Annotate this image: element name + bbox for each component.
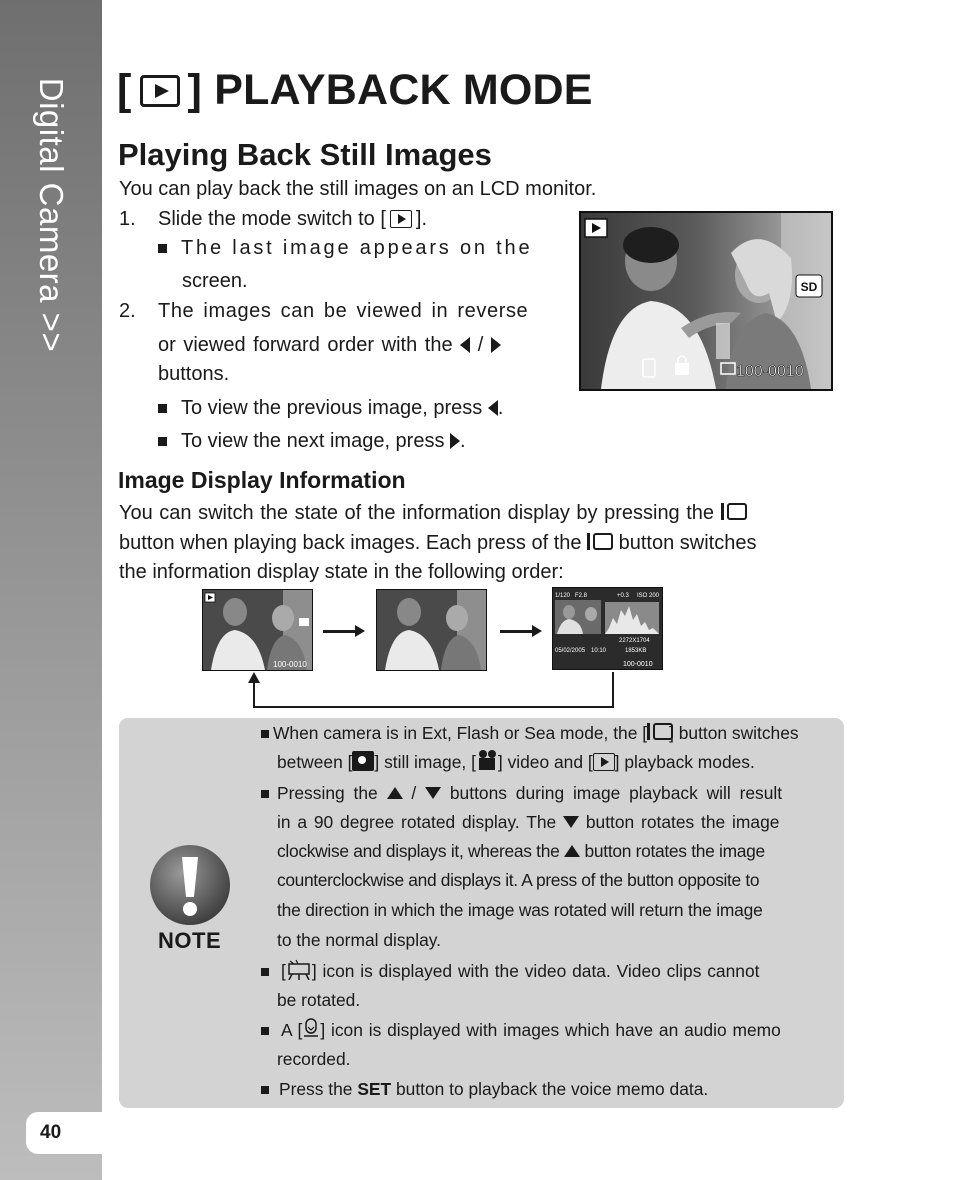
display-button-icon bbox=[647, 723, 669, 740]
note-item-2-d: button rotates the image bbox=[585, 812, 780, 832]
voice-memo-icon bbox=[302, 1017, 320, 1039]
section-title: Playing Back Still Images bbox=[118, 137, 492, 172]
image-display-line2-a: button when playing back images. Each press of the bbox=[119, 532, 582, 554]
video-camera-icon bbox=[476, 749, 498, 771]
arrow-right-2-head bbox=[532, 625, 542, 637]
image-display-line2 bbox=[119, 529, 756, 557]
playback-icon bbox=[140, 75, 180, 107]
note-item-3-line2: be rotated. bbox=[277, 990, 361, 1010]
note-item-1-cont bbox=[261, 748, 755, 778]
note-item-4-line2: recorded. bbox=[277, 1049, 351, 1069]
right-arrow-icon bbox=[450, 433, 460, 449]
bullet-square-icon bbox=[158, 404, 167, 413]
step-1-text bbox=[158, 205, 427, 233]
step-1-bullet bbox=[158, 234, 532, 262]
image-display-line1-text: You can switch the state of the information display by pressing the bbox=[119, 502, 715, 524]
bullet-next-text: To view the next image, press bbox=[181, 430, 445, 452]
sd-card-label: SD bbox=[800, 280, 818, 294]
loop-line-right bbox=[612, 672, 614, 708]
display-button-icon bbox=[587, 533, 613, 550]
step-2-line2-a: or viewed forward order with the bbox=[158, 334, 453, 356]
note-item-5 bbox=[261, 1075, 708, 1105]
note-item-1-f: ] playback modes. bbox=[614, 752, 755, 772]
playback-photo bbox=[581, 213, 831, 389]
step-1-text-b: ]. bbox=[415, 208, 428, 230]
note-item-2-a: Pressing the bbox=[277, 783, 378, 803]
arrow-right-1-head bbox=[355, 625, 365, 637]
thumb-display-none bbox=[376, 589, 487, 671]
page-title bbox=[117, 66, 593, 115]
note-item-2-line5: the direction in which the image was rotated will return the image bbox=[277, 900, 763, 920]
thumb3-image-size: 2272X1704 bbox=[619, 638, 650, 644]
bullet-square-icon bbox=[261, 730, 269, 738]
note-label: NOTE bbox=[158, 928, 222, 953]
title-bracket-open: [ bbox=[117, 66, 132, 114]
thumb3-iso: ISO 200 bbox=[637, 593, 660, 599]
thumb-display-standard bbox=[202, 589, 313, 671]
left-arrow-icon bbox=[460, 337, 470, 353]
page-number: 40 bbox=[26, 1112, 102, 1154]
note-item-3 bbox=[261, 957, 759, 987]
note-item-2-sep: / bbox=[411, 783, 417, 803]
note-item-1-c: between [ bbox=[277, 752, 353, 772]
thumb3-file-size: 1853KB bbox=[625, 648, 647, 654]
playback-icon bbox=[390, 210, 412, 228]
step-2-line1: The images can be viewed in reverse bbox=[158, 300, 529, 322]
note-item-1-b: ] button switches bbox=[669, 723, 799, 743]
thumb1-file-number: 100-0010 bbox=[273, 660, 307, 669]
bullet-previous-text: To view the previous image, press bbox=[181, 397, 483, 419]
step-2-number: 2. bbox=[119, 300, 136, 322]
step-1-bullet-line2: screen. bbox=[182, 270, 248, 292]
note-item-3-a: [ bbox=[281, 961, 286, 981]
display-button-icon bbox=[721, 503, 747, 520]
bullet-previous bbox=[158, 394, 503, 422]
image-display-line2-b: button switches bbox=[618, 532, 757, 554]
note-item-4 bbox=[261, 1016, 781, 1046]
bullet-square-icon bbox=[158, 244, 167, 253]
file-number: 100-0010 bbox=[736, 363, 804, 380]
step-2-slash: / bbox=[477, 334, 484, 356]
thumb3-time: 10:10 bbox=[591, 648, 607, 654]
thumb3-aperture: F2.8 bbox=[575, 593, 588, 599]
sidebar-title: Digital Camera >> bbox=[33, 77, 70, 353]
bullet-square-icon bbox=[261, 790, 269, 798]
thumb3-shutter: 1/120 bbox=[555, 593, 571, 599]
note-item-1-d: ] still image, [ bbox=[374, 752, 476, 772]
set-button-label: SET bbox=[357, 1079, 392, 1099]
note-item-3-b: ] icon is displayed with the video data. Video clips cannot bbox=[311, 961, 760, 981]
period: . bbox=[497, 397, 504, 419]
intro-text: You can play back the still images on an LCD monitor. bbox=[119, 178, 597, 200]
note-item-2-line2 bbox=[261, 808, 779, 838]
loop-line-left bbox=[253, 682, 255, 708]
step-1-bullet-line1: The last image appears on the bbox=[181, 237, 533, 259]
bullet-square-icon bbox=[158, 437, 167, 446]
step-2-line2 bbox=[158, 331, 501, 359]
bullet-next bbox=[158, 427, 466, 455]
period: . bbox=[460, 430, 466, 452]
note-item-2-line6: to the normal display. bbox=[277, 930, 442, 950]
note-item-2 bbox=[261, 779, 782, 809]
down-arrow-icon bbox=[563, 816, 579, 828]
bullet-square-icon bbox=[261, 1086, 269, 1094]
note-item-5-b: button to playback the voice memo data. bbox=[395, 1079, 709, 1099]
bullet-square-icon bbox=[261, 968, 269, 976]
note-item-2-c: in a 90 degree rotated display. The bbox=[277, 812, 557, 832]
arrow-right-1 bbox=[323, 630, 357, 633]
playback-icon bbox=[593, 753, 615, 771]
thumb3-ev: +0.3 bbox=[617, 593, 629, 599]
image-display-line1 bbox=[119, 499, 747, 527]
note-item-5-a: Press the bbox=[279, 1079, 353, 1099]
bullet-square-icon bbox=[261, 1027, 269, 1035]
down-arrow-icon bbox=[425, 787, 441, 799]
exclamation-icon bbox=[146, 845, 234, 925]
step-1-text-a: Slide the mode switch to [ bbox=[158, 208, 386, 230]
left-arrow-icon bbox=[488, 400, 498, 416]
subsection-title: Image Display Information bbox=[118, 467, 406, 493]
thumb-photo bbox=[203, 590, 312, 670]
up-arrow-icon bbox=[564, 845, 580, 857]
up-arrow-icon bbox=[387, 787, 403, 799]
note-item-2-f: button rotates the image bbox=[584, 841, 765, 861]
title-text: ] PLAYBACK MODE bbox=[187, 66, 593, 114]
step-2-line3: buttons. bbox=[158, 363, 230, 385]
note-item-1-a: When camera is in Ext, Flash or Sea mode, the [ bbox=[273, 723, 648, 743]
sidebar bbox=[0, 0, 102, 1180]
video-clip-icon bbox=[286, 958, 312, 980]
thumb-photo bbox=[377, 590, 486, 670]
note-item-1-e: ] video and [ bbox=[497, 752, 593, 772]
right-arrow-icon bbox=[491, 337, 501, 353]
thumb-info-screen bbox=[553, 588, 662, 669]
loop-line-bottom bbox=[253, 706, 614, 708]
arrow-right-2 bbox=[500, 630, 534, 633]
note-item-1 bbox=[261, 719, 799, 749]
note-item-2-b: buttons during image playback will result bbox=[449, 783, 783, 803]
note-item-2-line3 bbox=[261, 837, 765, 867]
lcd-playback-screen bbox=[579, 211, 833, 391]
note-item-4-b: ] icon is displayed with images which have an audio memo bbox=[320, 1020, 781, 1040]
note-item-2-line4: counterclockwise and displays it. A press of the button opposite to bbox=[277, 870, 760, 890]
image-display-line3: the information display state in the following order: bbox=[119, 561, 564, 583]
note-item-4-a: A [ bbox=[281, 1020, 303, 1040]
loop-arrow-up-head bbox=[248, 672, 260, 683]
step-1-number: 1. bbox=[119, 208, 136, 230]
note-item-2-e: clockwise and displays it, whereas the bbox=[277, 841, 560, 861]
thumb-display-detailed bbox=[552, 587, 663, 670]
thumb3-file-number: 100-0010 bbox=[623, 661, 653, 668]
thumb3-date: 05/02/2005 bbox=[555, 648, 586, 654]
camera-icon bbox=[352, 751, 374, 771]
